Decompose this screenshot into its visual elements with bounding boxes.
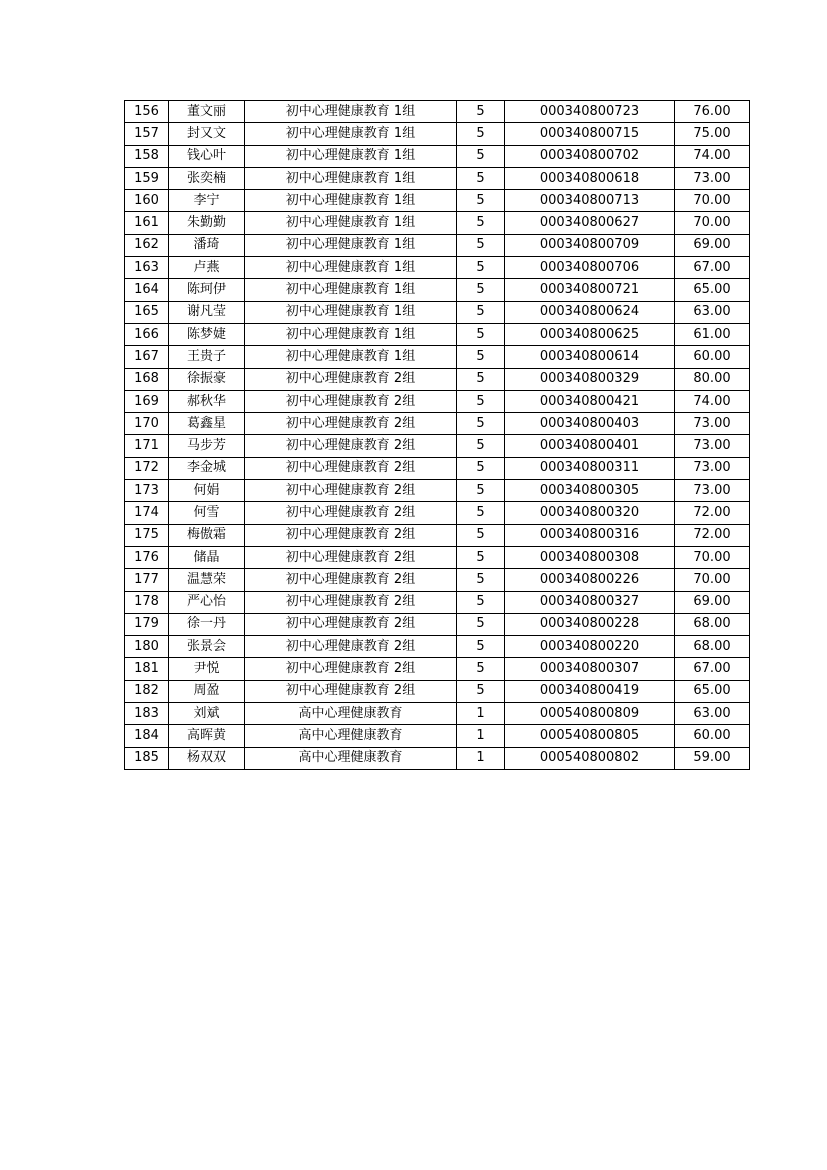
table-row xyxy=(125,658,750,680)
candidate-name-cell: 尹悦 xyxy=(169,658,245,680)
candidate-name-cell: 王贵子 xyxy=(169,346,245,368)
table-row xyxy=(125,257,750,279)
row-number-cell: 181 xyxy=(125,658,169,680)
score-cell: 75.00 xyxy=(675,123,750,145)
table-row xyxy=(125,502,750,524)
candidate-name-cell: 潘琦 xyxy=(169,234,245,256)
exam-id-cell: 000340800307 xyxy=(505,658,675,680)
table-row xyxy=(125,680,750,702)
score-cell: 63.00 xyxy=(675,301,750,323)
candidate-name-cell: 陈梦婕 xyxy=(169,323,245,345)
table-row xyxy=(125,413,750,435)
quota-cell: 5 xyxy=(457,212,505,234)
exam-id-cell: 000340800403 xyxy=(505,413,675,435)
row-number-cell: 184 xyxy=(125,725,169,747)
candidate-name-cell: 何雪 xyxy=(169,502,245,524)
candidate-name-cell: 郝秋华 xyxy=(169,390,245,412)
row-number-cell: 183 xyxy=(125,703,169,725)
score-cell: 68.00 xyxy=(675,636,750,658)
subject-cell: 初中心理健康教育 1组 xyxy=(245,346,457,368)
score-cell: 74.00 xyxy=(675,145,750,167)
candidate-name-cell: 董文丽 xyxy=(169,101,245,123)
row-number-cell: 171 xyxy=(125,435,169,457)
row-number-cell: 172 xyxy=(125,457,169,479)
quota-cell: 5 xyxy=(457,145,505,167)
subject-cell: 初中心理健康教育 1组 xyxy=(245,167,457,189)
row-number-cell: 178 xyxy=(125,591,169,613)
candidate-name-cell: 何娟 xyxy=(169,480,245,502)
row-number-cell: 173 xyxy=(125,480,169,502)
subject-cell: 初中心理健康教育 2组 xyxy=(245,680,457,702)
quota-cell: 5 xyxy=(457,234,505,256)
table-row xyxy=(125,725,750,747)
row-number-cell: 182 xyxy=(125,680,169,702)
candidate-name-cell: 温慧荣 xyxy=(169,569,245,591)
exam-id-cell: 000340800706 xyxy=(505,257,675,279)
exam-id-cell: 000340800624 xyxy=(505,301,675,323)
score-cell: 65.00 xyxy=(675,680,750,702)
subject-cell: 初中心理健康教育 2组 xyxy=(245,480,457,502)
table-row xyxy=(125,591,750,613)
quota-cell: 1 xyxy=(457,747,505,769)
results-table xyxy=(124,100,750,770)
exam-id-cell: 000340800421 xyxy=(505,390,675,412)
quota-cell: 5 xyxy=(457,435,505,457)
table-row xyxy=(125,279,750,301)
score-cell: 60.00 xyxy=(675,725,750,747)
subject-cell: 初中心理健康教育 1组 xyxy=(245,101,457,123)
row-number-cell: 157 xyxy=(125,123,169,145)
quota-cell: 5 xyxy=(457,257,505,279)
exam-id-cell: 000340800713 xyxy=(505,190,675,212)
score-cell: 59.00 xyxy=(675,747,750,769)
results-table-body xyxy=(125,101,750,770)
table-row xyxy=(125,145,750,167)
table-row xyxy=(125,368,750,390)
table-row xyxy=(125,524,750,546)
subject-cell: 初中心理健康教育 1组 xyxy=(245,323,457,345)
score-cell: 61.00 xyxy=(675,323,750,345)
exam-id-cell: 000340800311 xyxy=(505,457,675,479)
table-row xyxy=(125,546,750,568)
subject-cell: 初中心理健康教育 1组 xyxy=(245,212,457,234)
quota-cell: 5 xyxy=(457,658,505,680)
score-cell: 70.00 xyxy=(675,212,750,234)
exam-id-cell: 000340800226 xyxy=(505,569,675,591)
subject-cell: 初中心理健康教育 2组 xyxy=(245,502,457,524)
subject-cell: 初中心理健康教育 2组 xyxy=(245,636,457,658)
table-row xyxy=(125,457,750,479)
quota-cell: 5 xyxy=(457,591,505,613)
quota-cell: 5 xyxy=(457,569,505,591)
subject-cell: 初中心理健康教育 1组 xyxy=(245,234,457,256)
score-cell: 70.00 xyxy=(675,546,750,568)
exam-id-cell: 000340800316 xyxy=(505,524,675,546)
exam-id-cell: 000540800802 xyxy=(505,747,675,769)
subject-cell: 初中心理健康教育 2组 xyxy=(245,546,457,568)
subject-cell: 高中心理健康教育 xyxy=(245,747,457,769)
exam-id-cell: 000340800618 xyxy=(505,167,675,189)
subject-cell: 初中心理健康教育 2组 xyxy=(245,658,457,680)
candidate-name-cell: 储晶 xyxy=(169,546,245,568)
exam-id-cell: 000340800723 xyxy=(505,101,675,123)
exam-id-cell: 000340800308 xyxy=(505,546,675,568)
candidate-name-cell: 张奕楠 xyxy=(169,167,245,189)
subject-cell: 初中心理健康教育 2组 xyxy=(245,524,457,546)
table-row xyxy=(125,190,750,212)
subject-cell: 初中心理健康教育 2组 xyxy=(245,569,457,591)
exam-id-cell: 000340800419 xyxy=(505,680,675,702)
candidate-name-cell: 马步芳 xyxy=(169,435,245,457)
score-cell: 68.00 xyxy=(675,613,750,635)
table-row xyxy=(125,480,750,502)
candidate-name-cell: 徐振豪 xyxy=(169,368,245,390)
candidate-name-cell: 张景会 xyxy=(169,636,245,658)
quota-cell: 5 xyxy=(457,613,505,635)
table-row xyxy=(125,301,750,323)
table-row xyxy=(125,323,750,345)
exam-id-cell: 000340800709 xyxy=(505,234,675,256)
score-cell: 67.00 xyxy=(675,658,750,680)
quota-cell: 5 xyxy=(457,457,505,479)
row-number-cell: 179 xyxy=(125,613,169,635)
table-row xyxy=(125,435,750,457)
exam-id-cell: 000340800625 xyxy=(505,323,675,345)
score-cell: 80.00 xyxy=(675,368,750,390)
quota-cell: 5 xyxy=(457,502,505,524)
table-row xyxy=(125,346,750,368)
table-row xyxy=(125,569,750,591)
exam-id-cell: 000540800805 xyxy=(505,725,675,747)
quota-cell: 1 xyxy=(457,703,505,725)
score-cell: 73.00 xyxy=(675,457,750,479)
subject-cell: 初中心理健康教育 2组 xyxy=(245,457,457,479)
quota-cell: 5 xyxy=(457,546,505,568)
row-number-cell: 170 xyxy=(125,413,169,435)
quota-cell: 5 xyxy=(457,346,505,368)
subject-cell: 初中心理健康教育 2组 xyxy=(245,413,457,435)
exam-id-cell: 000340800228 xyxy=(505,613,675,635)
quota-cell: 5 xyxy=(457,680,505,702)
exam-id-cell: 000340800627 xyxy=(505,212,675,234)
subject-cell: 初中心理健康教育 2组 xyxy=(245,591,457,613)
row-number-cell: 176 xyxy=(125,546,169,568)
candidate-name-cell: 谢凡莹 xyxy=(169,301,245,323)
subject-cell: 高中心理健康教育 xyxy=(245,703,457,725)
score-cell: 73.00 xyxy=(675,413,750,435)
candidate-name-cell: 徐一丹 xyxy=(169,613,245,635)
candidate-name-cell: 朱勤勤 xyxy=(169,212,245,234)
quota-cell: 1 xyxy=(457,725,505,747)
exam-id-cell: 000340800401 xyxy=(505,435,675,457)
row-number-cell: 169 xyxy=(125,390,169,412)
candidate-name-cell: 陈珂伊 xyxy=(169,279,245,301)
table-row xyxy=(125,212,750,234)
score-cell: 67.00 xyxy=(675,257,750,279)
quota-cell: 5 xyxy=(457,524,505,546)
score-cell: 74.00 xyxy=(675,390,750,412)
row-number-cell: 162 xyxy=(125,234,169,256)
candidate-name-cell: 刘斌 xyxy=(169,703,245,725)
quota-cell: 5 xyxy=(457,190,505,212)
quota-cell: 5 xyxy=(457,480,505,502)
candidate-name-cell: 杨双双 xyxy=(169,747,245,769)
row-number-cell: 163 xyxy=(125,257,169,279)
score-cell: 70.00 xyxy=(675,190,750,212)
exam-id-cell: 000340800220 xyxy=(505,636,675,658)
subject-cell: 初中心理健康教育 1组 xyxy=(245,279,457,301)
quota-cell: 5 xyxy=(457,301,505,323)
candidate-name-cell: 卢燕 xyxy=(169,257,245,279)
subject-cell: 初中心理健康教育 1组 xyxy=(245,301,457,323)
score-cell: 73.00 xyxy=(675,435,750,457)
row-number-cell: 174 xyxy=(125,502,169,524)
exam-id-cell: 000340800721 xyxy=(505,279,675,301)
exam-id-cell: 000540800809 xyxy=(505,703,675,725)
quota-cell: 5 xyxy=(457,390,505,412)
score-cell: 63.00 xyxy=(675,703,750,725)
subject-cell: 初中心理健康教育 2组 xyxy=(245,368,457,390)
row-number-cell: 175 xyxy=(125,524,169,546)
quota-cell: 5 xyxy=(457,279,505,301)
exam-id-cell: 000340800702 xyxy=(505,145,675,167)
table-row xyxy=(125,747,750,769)
subject-cell: 初中心理健康教育 2组 xyxy=(245,613,457,635)
quota-cell: 5 xyxy=(457,368,505,390)
row-number-cell: 177 xyxy=(125,569,169,591)
score-cell: 69.00 xyxy=(675,234,750,256)
subject-cell: 初中心理健康教育 1组 xyxy=(245,257,457,279)
exam-id-cell: 000340800614 xyxy=(505,346,675,368)
candidate-name-cell: 李金城 xyxy=(169,457,245,479)
table-row xyxy=(125,390,750,412)
candidate-name-cell: 钱心叶 xyxy=(169,145,245,167)
quota-cell: 5 xyxy=(457,323,505,345)
table-row xyxy=(125,167,750,189)
row-number-cell: 156 xyxy=(125,101,169,123)
table-row xyxy=(125,123,750,145)
exam-id-cell: 000340800320 xyxy=(505,502,675,524)
quota-cell: 5 xyxy=(457,167,505,189)
quota-cell: 5 xyxy=(457,101,505,123)
subject-cell: 初中心理健康教育 1组 xyxy=(245,190,457,212)
quota-cell: 5 xyxy=(457,636,505,658)
score-cell: 65.00 xyxy=(675,279,750,301)
score-cell: 76.00 xyxy=(675,101,750,123)
row-number-cell: 180 xyxy=(125,636,169,658)
row-number-cell: 185 xyxy=(125,747,169,769)
candidate-name-cell: 高晖黄 xyxy=(169,725,245,747)
table-row xyxy=(125,234,750,256)
row-number-cell: 160 xyxy=(125,190,169,212)
row-number-cell: 158 xyxy=(125,145,169,167)
table-row xyxy=(125,636,750,658)
subject-cell: 初中心理健康教育 2组 xyxy=(245,390,457,412)
score-cell: 73.00 xyxy=(675,167,750,189)
subject-cell: 高中心理健康教育 xyxy=(245,725,457,747)
score-cell: 60.00 xyxy=(675,346,750,368)
exam-id-cell: 000340800327 xyxy=(505,591,675,613)
exam-id-cell: 000340800329 xyxy=(505,368,675,390)
row-number-cell: 167 xyxy=(125,346,169,368)
subject-cell: 初中心理健康教育 1组 xyxy=(245,123,457,145)
candidate-name-cell: 严心怡 xyxy=(169,591,245,613)
score-cell: 69.00 xyxy=(675,591,750,613)
score-cell: 73.00 xyxy=(675,480,750,502)
candidate-name-cell: 李宁 xyxy=(169,190,245,212)
row-number-cell: 161 xyxy=(125,212,169,234)
candidate-name-cell: 周盈 xyxy=(169,680,245,702)
quota-cell: 5 xyxy=(457,123,505,145)
row-number-cell: 168 xyxy=(125,368,169,390)
quota-cell: 5 xyxy=(457,413,505,435)
row-number-cell: 159 xyxy=(125,167,169,189)
row-number-cell: 166 xyxy=(125,323,169,345)
exam-id-cell: 000340800305 xyxy=(505,480,675,502)
candidate-name-cell: 梅傲霜 xyxy=(169,524,245,546)
exam-id-cell: 000340800715 xyxy=(505,123,675,145)
candidate-name-cell: 封又文 xyxy=(169,123,245,145)
row-number-cell: 164 xyxy=(125,279,169,301)
score-cell: 72.00 xyxy=(675,502,750,524)
score-cell: 70.00 xyxy=(675,569,750,591)
score-cell: 72.00 xyxy=(675,524,750,546)
table-row xyxy=(125,101,750,123)
subject-cell: 初中心理健康教育 1组 xyxy=(245,145,457,167)
table-row xyxy=(125,613,750,635)
table-row xyxy=(125,703,750,725)
candidate-name-cell: 葛鑫星 xyxy=(169,413,245,435)
subject-cell: 初中心理健康教育 2组 xyxy=(245,435,457,457)
row-number-cell: 165 xyxy=(125,301,169,323)
